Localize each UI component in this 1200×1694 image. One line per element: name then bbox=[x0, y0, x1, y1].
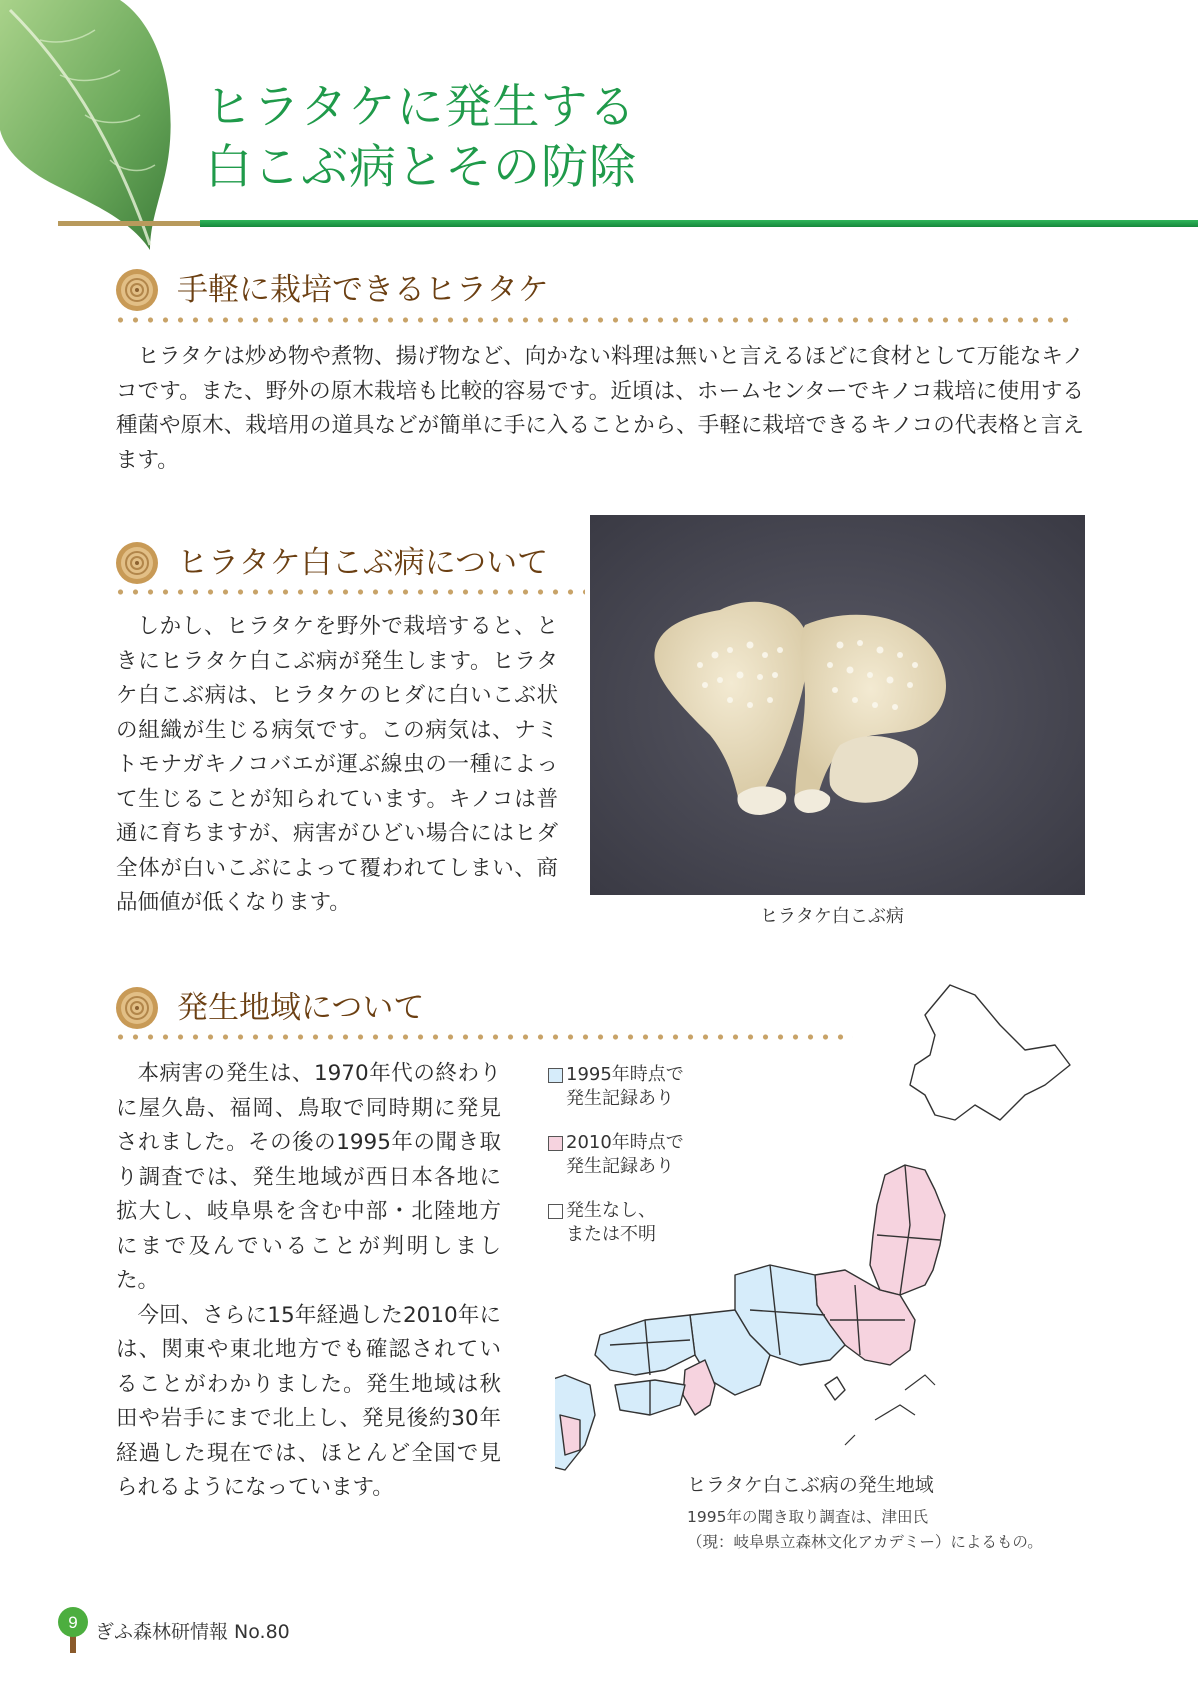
legend-item-2010: 2010年時点で 発生記録あり bbox=[548, 1131, 748, 1179]
dotted-divider bbox=[113, 589, 585, 595]
legend-item-none: 発生なし、 または不明 bbox=[548, 1199, 748, 1247]
tree-ring-icon bbox=[115, 268, 159, 312]
japan-occurrence-map bbox=[555, 975, 1095, 1495]
section-heading-region bbox=[115, 980, 575, 1040]
paragraph: しかし、ヒラタケを野外で栽培すると、ときにヒラタケ白こぶ病が発生します。ヒラタケ白こぶ病は、ヒラタケのヒダに白いこぶ状の組織が生じる病気です。この病気は、ナミトモナガキノコバエが運ぶ線虫の一種によって生じることが知られています。キノコは普通に育ちますが、病害がひどい場合にはヒダ全体が白いこぶによって覆われてしまい、商品価値が低くなります。 bbox=[116, 614, 558, 915]
page-number: 9 bbox=[68, 1613, 78, 1632]
map-caption: ヒラタケ白こぶ病の発生地域 bbox=[687, 1474, 934, 1496]
section-title: 発生地域について bbox=[177, 990, 425, 1026]
section-heading-disease bbox=[115, 535, 585, 595]
photo-caption: ヒラタケ白こぶ病 bbox=[760, 906, 904, 927]
section-title: 手軽に栽培できるヒラタケ bbox=[177, 272, 549, 308]
section-body-disease bbox=[116, 610, 558, 921]
paragraph: 本病害の発生は、1970年代の終わりに屋久島、福岡、鳥取で同時期に発見されました。その後の1995年の聞き取り調査では、発生地域が西日本各地に拡大し、岐阜県を含む中部・北陸地方にまで及んでいることが判明しました。 bbox=[116, 1061, 501, 1293]
section-body-cultivation bbox=[116, 340, 1084, 478]
section-heading-cultivation bbox=[115, 262, 1075, 322]
header-rule-gold bbox=[58, 221, 208, 226]
oyster-mushroom-image bbox=[590, 515, 1085, 895]
tohoku-region bbox=[870, 1165, 945, 1295]
section-body-region bbox=[116, 1057, 501, 1506]
mushroom-photo bbox=[590, 515, 1085, 895]
tree-page-icon bbox=[58, 1605, 88, 1653]
header-rule-green bbox=[200, 220, 1198, 227]
tree-ring-icon bbox=[115, 541, 159, 585]
paragraph: ヒラタケは炒め物や煮物、揚げ物など、向かない料理は無いと言えるほどに食材として万能なキノコです。また、野外の原木栽培も比較的容易です。近頃は、ホームセンターでキノコ栽培に使用する種菌や原木、栽培用の道具などが簡単に手に入ることから、手軽に栽培できるキノコの代表格と言えます。 bbox=[116, 344, 1084, 473]
leaf-decoration bbox=[0, 0, 190, 250]
tree-ring-icon bbox=[115, 986, 159, 1030]
hokkaido-region bbox=[910, 985, 1070, 1120]
map-note: 1995年の聞き取り調査は、津田氏 （現：岐阜県立森林文化アカデミー）によるもの。 bbox=[687, 1508, 1043, 1551]
paragraph: 今回、さらに15年経過した2010年には、関東や東北地方でも確認されていることがわかりました。発生地域は秋田や岩手にまで北上し、発見後約30年経過した現在では、ほとんど全国で見られるようになっています。 bbox=[116, 1302, 501, 1500]
section-title: ヒラタケ白こぶ病について bbox=[177, 545, 549, 581]
publication-name: ぎふ森林研情報 No.80 bbox=[95, 1621, 290, 1643]
legend-item-1995: 1995年時点で 発生記録あり bbox=[548, 1063, 748, 1111]
dotted-divider bbox=[113, 317, 1078, 323]
page-title: ヒラタケに発生する 白こぶ病とその防除 bbox=[205, 80, 637, 195]
